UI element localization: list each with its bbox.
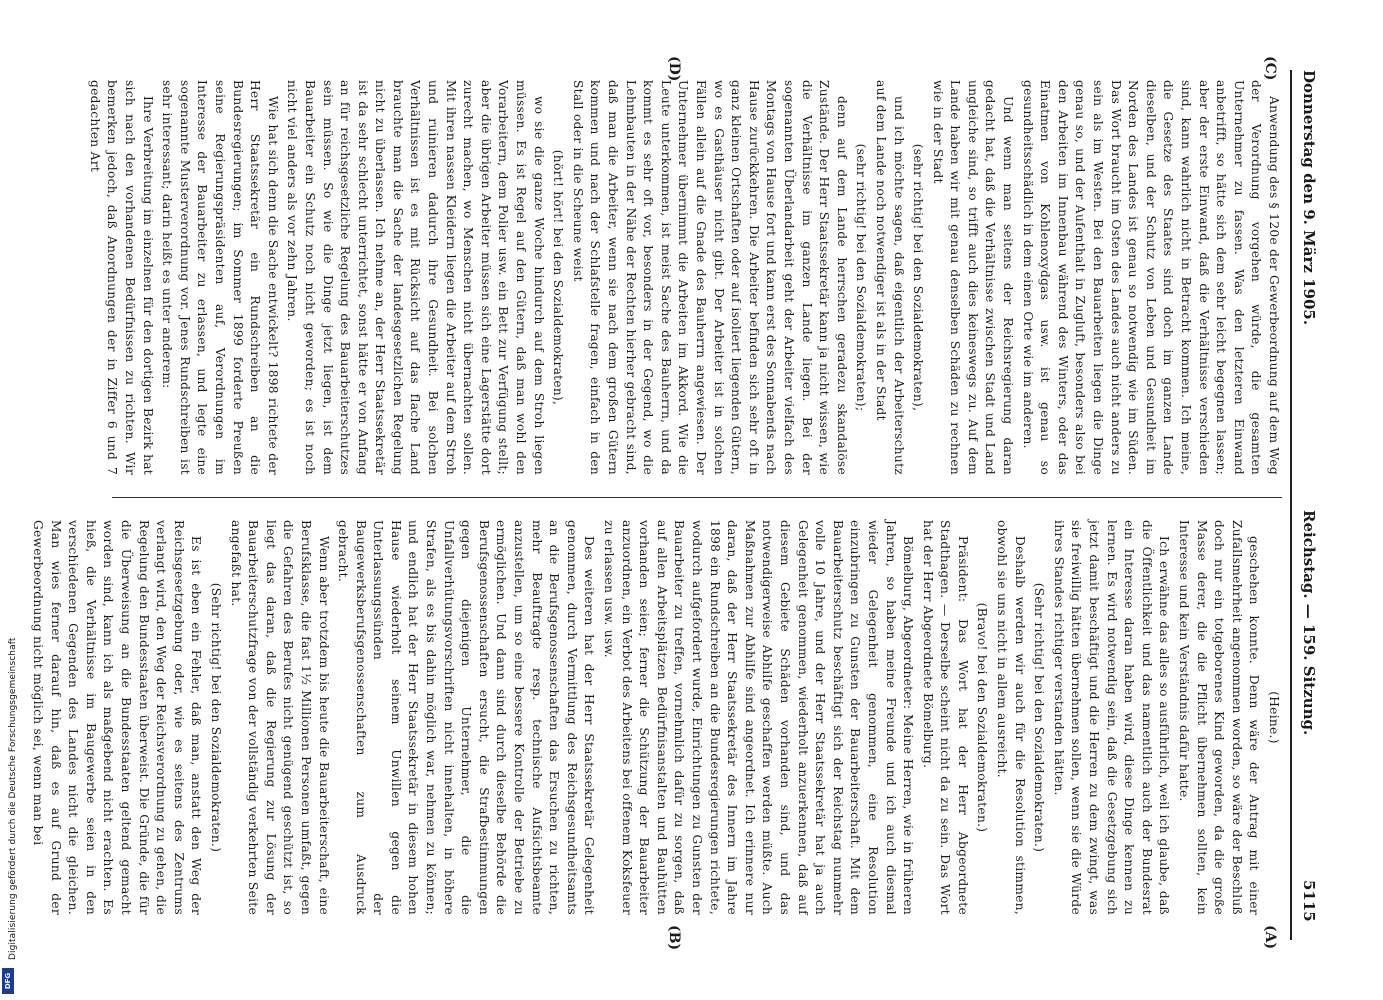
margin-letter-a: (A) bbox=[1262, 925, 1278, 950]
scanned-page bbox=[31, 50, 1322, 951]
right-text-column bbox=[87, 80, 1282, 475]
page-header bbox=[1292, 50, 1322, 950]
credit-text: Digitalisierung gefördert durch die Deutsche Forschungsgemeinschaft bbox=[8, 637, 18, 960]
header-rule bbox=[1290, 70, 1292, 940]
paragraph: Es ist eben ein Fehler, daß man, anstatt den Weg der Reichsgesetzgebung oder, wie es seitens des Zentrums verlangt wird, den Weg der Reichsverordnung zu gehen, die Regelung den Bundesstaaten überweist. Die Gründe, die für die Überweisung an die Bundesstaaten geltend gemacht worden sind, kann ich als maßgebend nicht erachten. Es hieß, die Verhältnisse im Baugewerbe seien in den verschiedenen Gegenden des Landes nicht die gleichen. Man wies ferner darauf hin, daß es auf Grund der Gewerbeordnung nicht möglich sei, wenn man bei bbox=[31, 520, 204, 915]
paragraph: Bömelburg, Abgeordneter: Meine Herren, wie in früheren Jahren, so haben meine Freunde und ich auch diesmal wieder Gelegenheit genommen, eine Resolution einzubringen zu Gunsten der Bauarbeiterschaft. Mit dem Bauarbeiterschutz beschäftigt sich der Reichstag nunmehr volle 10 Jahre, und der Herr Staatssekretär hat ja auch Gelegenheit genommen, wiederholt anzuerkennen, daß auf diesem Gebiete Schäden vorhanden sind, und das notwendigerweise Abhilfe geschaffen werden müßte. Auch Maßnahmen zur Abhilfe sind angeordnet. Ich erinnere nur daran, daß der Herr Staatssekretär des Innern im Jahre 1898 ein Rundschreiben an die Bundesregierungen richtete, wodurch aufgefordert wurde, Einrichtungen zu Gunsten der Bauarbeiter zu treffen, vornehmlich dafür zu sorgen, daß auf allen Arbeitsplätzen Bedürfnisanstalten und Bauhütten vorhanden seien; ferner die Schützung der Bauarbeiter anzuordnen, ein Verbot des Arbeitens bei offenem Koksfeuer zu erlassen usw. usw. bbox=[602, 520, 916, 915]
paragraph: Deshalb werden wir auch für die Resolution stimmen, obwohl sie uns nicht in allem ausreicht. bbox=[995, 520, 1027, 915]
interjection: (Sehr richtig! bei den Sozialdemokraten.) bbox=[208, 582, 223, 853]
margin-letter-d: (D) bbox=[666, 56, 682, 82]
dfg-logo-text: DFG bbox=[4, 972, 12, 990]
paragraph: Und wenn man seitens der Reichsregierung daran gedacht hat, daß die Verhältnisse zwischen Stadt und Land ungleiche sind, so trifft auch dies keineswegs zu. Auf dem Lande haben wir mit genau denselben Schäden zu rechnen wie in der Stadt bbox=[930, 80, 1016, 475]
left-text-column bbox=[31, 520, 1282, 915]
paragraph: Ich erwähne das alles so ausführlich, weil ich glaube, daß die Öffentlichkeit und das namentlich auch der Bundesrat ein Interesse daran haben wird, diese Dinge kennen zu lernen. Es wird notwendig sein, daß die Gesetzgebung sich jetzt damit beschäftigt und die Herren zu dem zwingt, was sie freiwillig hätten übernehmen sollen, wenn sie die Würde ihres Standes richtiger verstanden hätten. bbox=[1051, 520, 1172, 915]
paragraph: denn auf dem Lande herrschen geradezu skandalöse Zustände. Der Herr Staatssekretär kann ja nicht wissen, wie die Verhältnisse im ganzen Lande liegen. Bei der sogenannten Überlandarbeit geht der Arbeiter vielfach des Montags von Hause fort und kann erst des Sonnabends nach Hause zurückkehren. Die Arbeiter befinden sich sehr oft in ganz kleinen Ortschaften oder auf isoliert liegenden Gütern, wo es Gasthäuser nicht gibt. Der Arbeiter ist in solchen Fällen allein auf die Gnade des Bauherrn angewiesen. Der Unternehmer übernimmt die Arbeiten im Akkord. Wie die Leute unterkommen, ist meist Sache des Bauherrn, und da kommt es sehr oft vor, besonders in der Gegend, wo die Lehmbauten in der Nähe der Rechten hierher gebracht sind, daß man die Arbeiter, wenn sie nach dem großen Gütern kommen und nach der Schlafstelle fragen, einfach in den Stall oder in die Scheune weist bbox=[570, 80, 849, 475]
header-left-title: Reichstag. — 159. Sitzung. bbox=[1300, 510, 1318, 736]
paragraph: Anwendung des § 120e der Gewerbeordnung auf dem Weg der Verordnung vorgehen würde, die gesamten Unternehmer zu fassen. Was den letzteren Einwand anbetrifft, so hätte sich dem sehr leicht begegnen lassen; aber der erste Einwand, daß die Verhältnisse verschieden sind, kann wahrlich nicht in Betracht kommen. Ich meine, die Gesetze des Staates sind doch im ganzen Lande dieselben, und der Schutz von Leben und Gesundheit im Norden des Landes ist genau so notwendig wie im Süden. Das Wort braucht im Osten des Landes auch nicht anders zu sein als im Westen. Bei den Bauarbeiten liegen die Dinge genau so, und der Aufenthalt in Zugluft, besonders also bei den Arbeiten im Innenbau während des Winters, oder das Einatmen von Kohlenoxydgas usw. ist genau so gesundheitsschädlich in dem einen Orte wie im anderen. bbox=[1020, 80, 1281, 475]
speaker-label: (Heine.) bbox=[1267, 691, 1281, 744]
column-divider bbox=[112, 497, 1282, 498]
paragraph: Ihre Verbreitung im einzelnen für den dortigen Bezirk hat sich nach den vorhandenen Bedürfnissen zu richten. Wir bemerken jedoch, daß Anordnungen der in Ziffer 6 und 7 gedachten Art bbox=[87, 80, 155, 475]
margin-letter-b: (B) bbox=[666, 925, 682, 951]
paragraph: geschehen konnte. Denn wäre der Antrag mit einer Zufallsmehrheit angenommen worden, so wäre der Beschluß doch nur ein totgeborenes Kind geworden, da die große Masse derer, die die Pflicht übernehmen sollten, kein Interesse und kein Verständnis dafür hatte. bbox=[1177, 520, 1262, 915]
dfg-logo bbox=[2, 968, 14, 994]
page-number: 5115 bbox=[1300, 880, 1318, 922]
paragraph: Präsident: Das Wort hat der Herr Abgeordnete Stadthagen. — Derselbe scheint nicht da zu sein. Das Wort hat der Herr Abgeordnete Bömelburg. bbox=[920, 520, 970, 915]
interjection: (Bravo! bei den Sozialdemokraten.) bbox=[975, 602, 990, 833]
header-right-title: Donnerstag den 9. März 1905. bbox=[1300, 70, 1318, 326]
paragraph: Wenn aber trotzdem bis heute die Bauarbeiterschaft, eine Berufsklasse, die fast 1½ Millionen Personen umfaßt, gegen die Gefahren des Berufes nicht genügend geschützt ist, so liegt das daran, daß die Regierung zur Lösung der Bauarbeiterschutzfrage von der vollständig verkehrten Seite angefaßt hat. bbox=[228, 520, 331, 915]
digitisation-credit bbox=[0, 0, 16, 1000]
margin-letter-c: (C) bbox=[1262, 56, 1278, 81]
paragraph: wo sie die ganze Woche hindurch auf dem Stroh liegen müssen. Es ist Regel auf den Gütern, daß man wohl den Vorarbeitern, dem Polier usw. ein Bett zur Verfügung stellt; aber die übrigen Arbeiter müssen sich eine Lagerstätte dort zurecht machen, wo Menschen nicht übernachten sollen. Mit ihren nassen Kleidern liegen die Arbeiter auf dem Stroh und ruinieren dadurch ihre Gesundheit. Bei solchen Verhältnissen ist es mit Rücksicht auf das flache Land brauchte man die Sache der landesgesetzlichen Regelung nicht zu überlassen. Ich nehme an, der Herr Staatssekretär ist da sehr schlecht unterrichtet, sonst hätte er von Anfang an für reichsgesetzliche Regelung des Bauarbeiterschutzes sein müssen. So wie die Dinge jetzt liegen, ist dem Bauarbeiter ein Schutz noch nicht geworden; es ist noch nicht viel anders als vor zehn Jahren. bbox=[285, 80, 546, 475]
interjection: (Sehr richtig! bei den Sozialdemokraten.) bbox=[1032, 582, 1047, 853]
paragraph: und ich möchte sagen, daß eigentlich der Arbeiterschutz auf dem Lande noch notwendiger ist als in der Stadt bbox=[873, 80, 906, 475]
paragraph: Wie hat sich denn die Sache entwickelt? 1898 richtete der Herr Staatssekretär ein Rundschreiben an die Bundesregierungen; im Sommer 1899 forderte Preußen seine Regierungspräsidenten auf, Verordnungen im Interesse der Bauarbeiter zu erlassen, und legte eine sogenannte Musterverordnung vor. Jenes Rundschreiben ist sehr interessant; darin heißt es unter anderem: bbox=[160, 80, 280, 475]
interjection: (sehr richtig! bei den Sozialdemokraten), bbox=[911, 143, 926, 412]
interjection: (hört! hört! bei den Sozialdemokraten), bbox=[551, 149, 566, 406]
interjection: (sehr richtig! bei den Sozialdemokraten); bbox=[854, 143, 869, 412]
paragraph: Des weiteren hat der Herr Staatssekretär Gelegenheit genommen, durch Vermittlung des Reichsgesundheitsamts an die Berufsgenossenschaften das Ersuchen zu richten, mehr Beauftragte resp. technische Aufsichtsbeamte anzustellen, um so eine bessere Kontrolle der Betriebe zu ermöglichen. Und dann sind durch dieselbe Behörde die Berufsgenossenschaften ersucht, die Strafbestimmungen gegen diejenigen Unternehmer, die die Unfallverhütungsvorschriften nicht innehalten, in höhere Strafen, als es bis dahin möglich war, nehmen zu können; und endlich hat der Herr Staatssekretär in diesem hohen Hause wiederholt seinem Unwillen gegen die Unterlassungssünden der Baugewerksberufsgenossenschaften zum Ausdruck gebracht. bbox=[336, 520, 597, 915]
